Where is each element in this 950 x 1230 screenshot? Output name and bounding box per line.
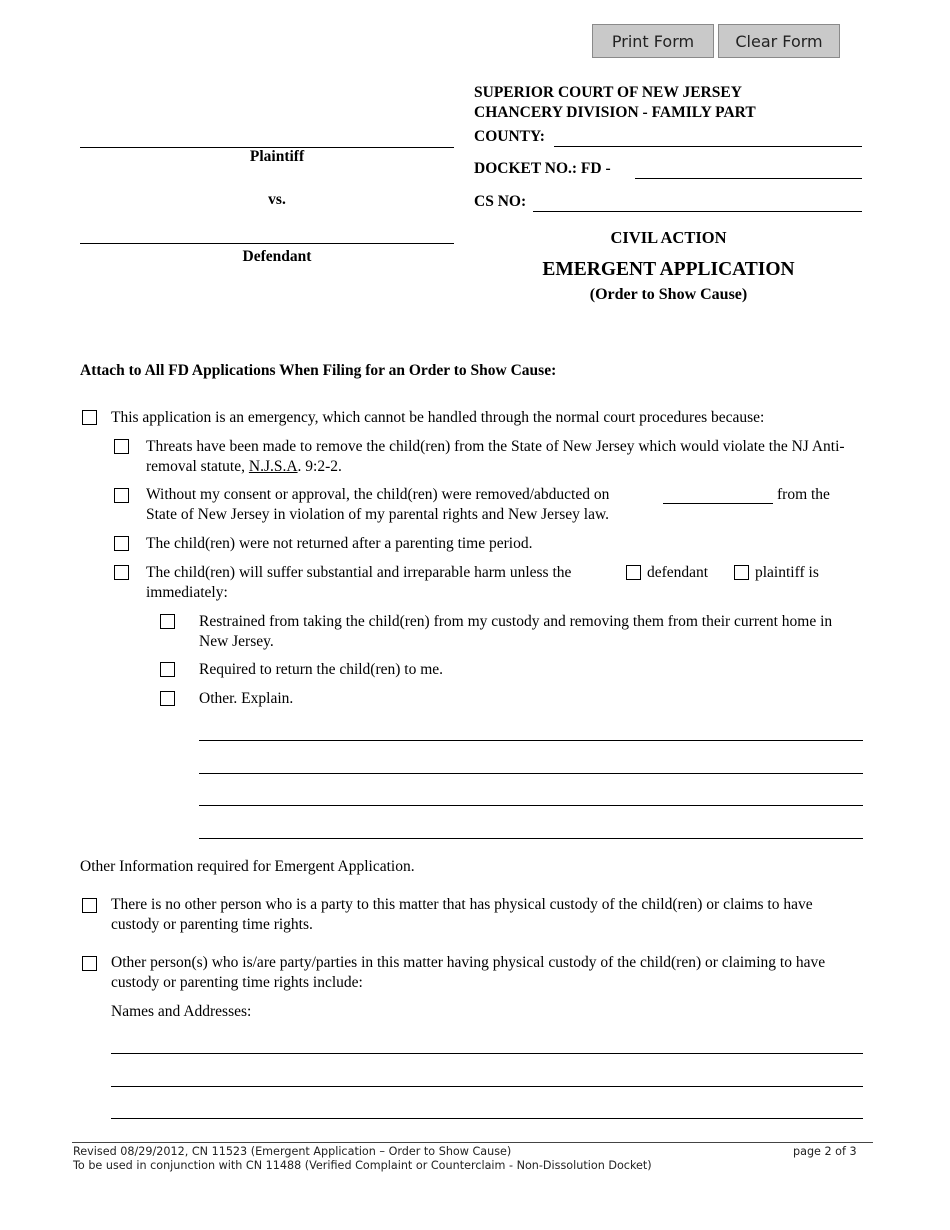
- plaintiff-option-label: plaintiff is: [755, 564, 819, 581]
- page-number: page 2 of 3: [793, 1145, 857, 1158]
- required-return-checkbox[interactable]: [160, 662, 175, 677]
- harm-text-line2: immediately:: [146, 584, 228, 601]
- required-return-text: Required to return the child(ren) to me.: [199, 661, 444, 678]
- docket-number-field[interactable]: [635, 160, 862, 179]
- other-explain-text: Other. Explain.: [199, 690, 294, 707]
- defendant-checkbox[interactable]: [626, 565, 641, 580]
- court-division: CHANCERY DIVISION - FAMILY PART: [474, 104, 756, 121]
- cs-number-field[interactable]: [533, 193, 862, 212]
- removed-text-line2: State of New Jersey in violation of my parental rights and New Jersey law.: [146, 506, 610, 523]
- plaintiff-label: Plaintiff: [249, 148, 305, 165]
- names-line-1[interactable]: [111, 1053, 863, 1054]
- explain-line-3[interactable]: [199, 805, 863, 806]
- removed-from-text: from the: [777, 486, 830, 503]
- explain-line-2[interactable]: [199, 773, 863, 774]
- defendant-option-label: defendant: [647, 564, 709, 581]
- other-persons-checkbox[interactable]: [82, 956, 97, 971]
- no-other-person-text: There is no other person who is a party to this matter that has physical custody of the child(ren) or claims to have custody or parenting time rights.: [111, 896, 813, 933]
- explain-line-4[interactable]: [199, 838, 863, 839]
- court-name: SUPERIOR COURT OF NEW JERSEY: [474, 84, 742, 101]
- print-form-button[interactable]: Print Form: [592, 24, 714, 58]
- harm-text: The child(ren) will suffer substantial and irreparable harm unless the: [146, 564, 572, 581]
- no-other-person-checkbox[interactable]: [82, 898, 97, 913]
- versus-label: vs.: [268, 191, 286, 208]
- other-persons-text: Other person(s) who is/are party/parties in this matter having physical custody of the child(ren) or claiming to have custody or parenting time rights include:: [111, 954, 826, 991]
- removal-date-field[interactable]: [663, 485, 773, 504]
- plaintiff-field[interactable]: [80, 129, 454, 148]
- clear-form-button[interactable]: Clear Form: [718, 24, 840, 58]
- footer-revision: Revised 08/29/2012, CN 11523 (Emergent Application – Order to Show Cause): [73, 1145, 512, 1158]
- statute-citation: N.J.S.A: [248, 457, 298, 475]
- county-field[interactable]: [554, 128, 862, 147]
- defendant-field[interactable]: [80, 225, 454, 244]
- footer-usage-note: To be used in conjunction with CN 11488 (Verified Complaint or Counterclaim - Non-Dissolution Docket): [73, 1159, 652, 1172]
- other-checkbox[interactable]: [160, 691, 175, 706]
- threats-text: Threats have been made to remove the child(ren) from the State of New Jersey which would violate the NJ Anti-removal statute, N.J.S.A. 9:2-2.: [146, 438, 845, 475]
- cs-number-label: CS NO:: [474, 193, 527, 210]
- threats-checkbox[interactable]: [114, 439, 129, 454]
- names-line-3[interactable]: [111, 1118, 863, 1119]
- attach-heading: Attach to All FD Applications When Filing for an Order to Show Cause:: [80, 362, 557, 379]
- footer-divider: [72, 1142, 873, 1143]
- page-subtitle: (Order to Show Cause): [589, 286, 748, 303]
- plaintiff-checkbox[interactable]: [734, 565, 749, 580]
- removed-checkbox[interactable]: [114, 488, 129, 503]
- civil-action-label: CIVIL ACTION: [610, 228, 727, 247]
- harm-checkbox[interactable]: [114, 565, 129, 580]
- emergency-checkbox[interactable]: [82, 410, 97, 425]
- not-returned-checkbox[interactable]: [114, 536, 129, 551]
- not-returned-text: The child(ren) were not returned after a parenting time period.: [146, 535, 533, 552]
- names-addresses-label: Names and Addresses:: [111, 1003, 252, 1020]
- restrained-checkbox[interactable]: [160, 614, 175, 629]
- names-line-2[interactable]: [111, 1086, 863, 1087]
- defendant-label: Defendant: [242, 248, 312, 265]
- other-info-heading: Other Information required for Emergent Application.: [80, 858, 415, 875]
- page-title: EMERGENT APPLICATION: [542, 259, 795, 280]
- explain-line-1[interactable]: [199, 740, 863, 741]
- county-label: COUNTY:: [474, 128, 545, 145]
- emergency-text: This application is an emergency, which cannot be handled through the normal court procedures because:: [111, 409, 765, 426]
- docket-label: DOCKET NO.: FD -: [474, 160, 611, 177]
- removed-text: Without my consent or approval, the child(ren) were removed/abducted on: [146, 486, 610, 503]
- restrained-text: Restrained from taking the child(ren) from my custody and removing them from their current home in New Jersey.: [199, 613, 833, 650]
